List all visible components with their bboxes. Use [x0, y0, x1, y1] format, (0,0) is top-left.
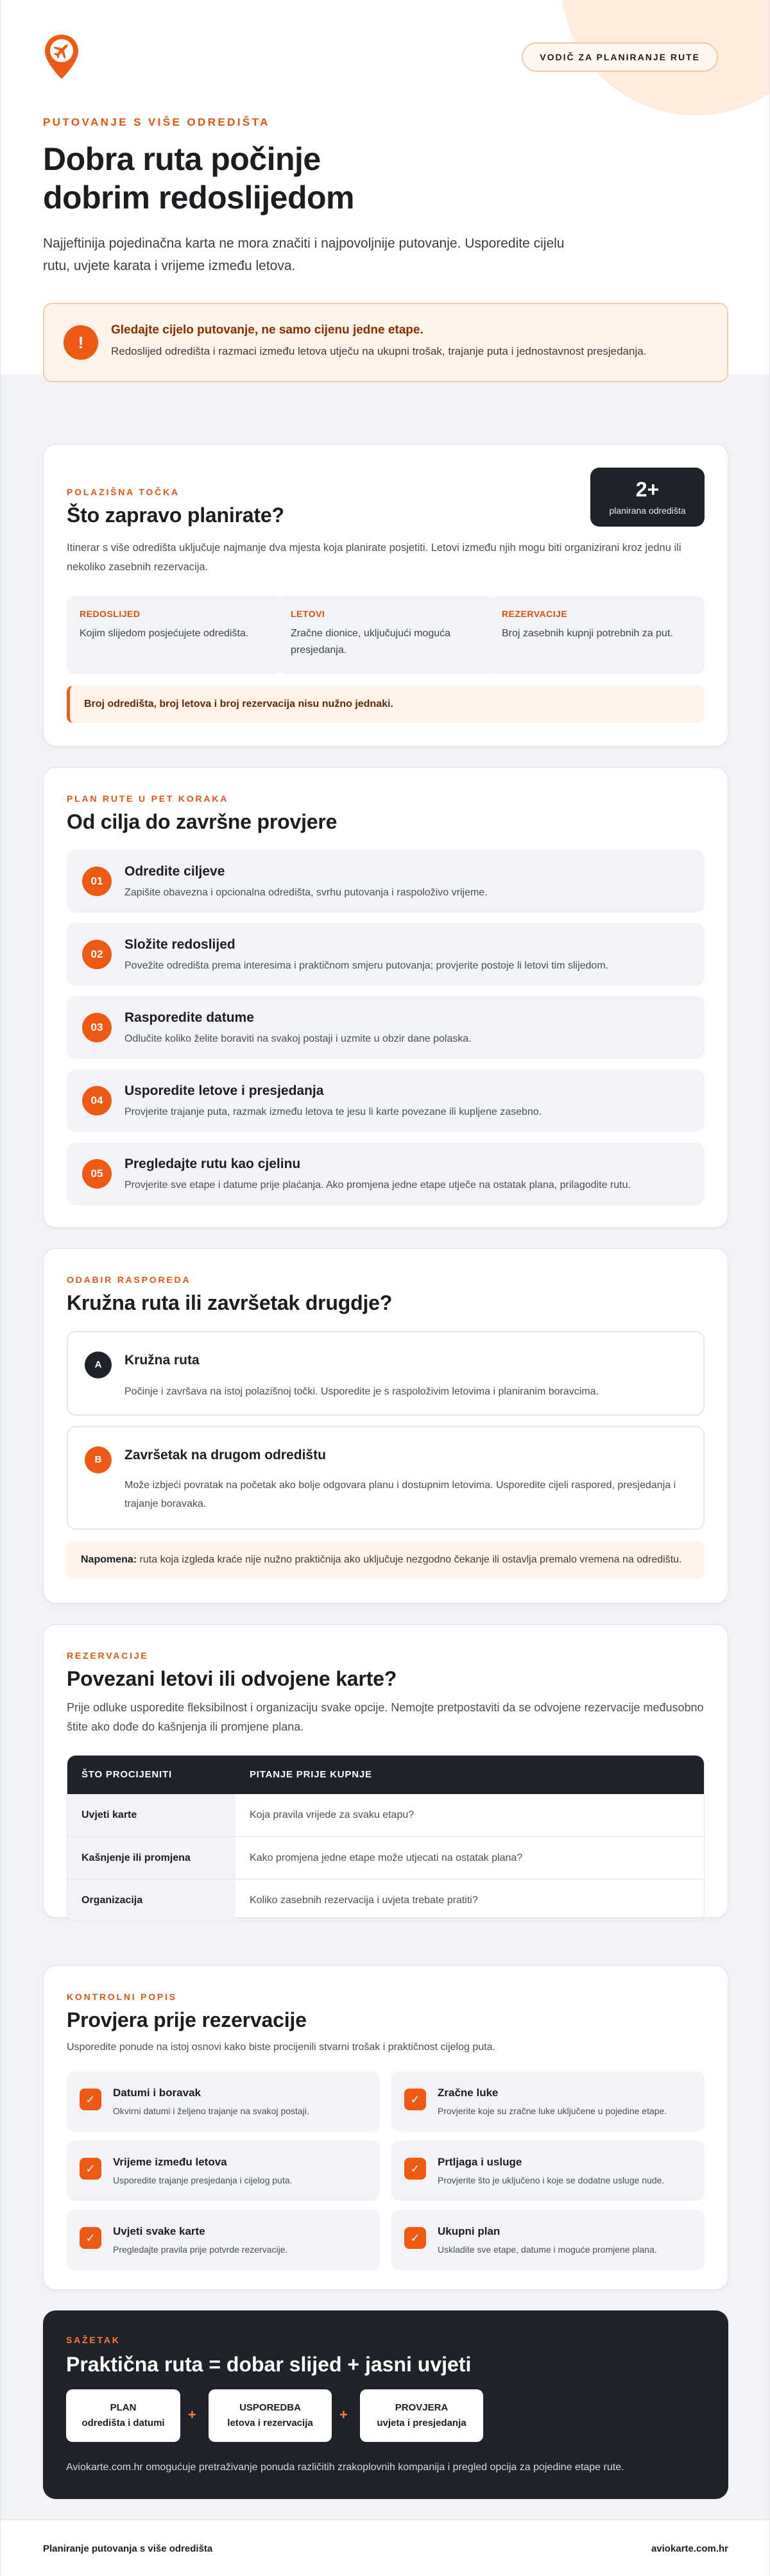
step-number: 01	[82, 867, 112, 896]
step-number: 05	[82, 1159, 112, 1189]
footer-site-link[interactable]: aviokarte.com.hr	[651, 2543, 728, 2554]
plan-step	[67, 996, 705, 1059]
section-eyebrow: REZERVACIJE	[67, 1650, 149, 1661]
hero-lead: Najjeftinija pojedinačna karta ne mora značiti i najpovoljnije putovanje. Usporedite cijelu rutu, uvjete karata i vrijeme između letova.	[43, 236, 565, 273]
info-box-text: Kojim slijedom posjećujete odredišta.	[80, 628, 249, 639]
section-eyebrow: ODABIR RASPOREDA	[67, 1275, 191, 1285]
step-number: 03	[82, 1013, 112, 1042]
checkmark-icon: ✓	[404, 2089, 426, 2110]
section-text: Prije odluke usporedite fleksibilnost i organizaciju svake opcije. Nemojte pretpostaviti da se odvojene rezervacije međusobno štite ako dođe do kašnjenja ili promjene plana.	[67, 1701, 704, 1733]
plan-step	[67, 1069, 705, 1132]
checkmark-icon: ✓	[80, 2089, 101, 2110]
plus-sign: +	[339, 2407, 348, 2423]
checkmark-icon: ✓	[80, 2158, 101, 2180]
checklist-item	[391, 2071, 705, 2131]
table-header-cell: ŠTO PROCIJENITI	[81, 1769, 172, 1780]
step-number: 02	[82, 940, 112, 969]
checkmark-icon: ✓	[404, 2227, 426, 2249]
checklist-item-text: Provjerite što je uključeno i koje se dodatne usluge nude.	[438, 2175, 665, 2185]
pill-line-2: letova i rezervacija	[227, 2418, 313, 2428]
section-eyebrow: POLAZIŠNA TOČKA	[67, 487, 180, 497]
step-number: 04	[82, 1086, 112, 1115]
table-cell-question: Kako promjena jedne etape može utjecati na ostatak plana?	[250, 1852, 523, 1863]
checklist-item-title: Vrijeme između letova	[113, 2156, 227, 2168]
table-row	[67, 1794, 704, 1836]
pill-line-2: odredišta i datumi	[81, 2418, 165, 2428]
title-line-1: Dobra ruta počinje	[43, 141, 321, 177]
table-cell-label: Uvjeti karte	[67, 1794, 235, 1836]
info-box-reservations	[489, 596, 705, 674]
section-title: Kružna ruta ili završetak drugdje?	[67, 1291, 393, 1314]
table-cell-label: Kašnjenje ili promjena	[67, 1837, 235, 1879]
table-cell-question: Koliko zasebnih rezervacija i uvjeta trebate pratiti?	[250, 1895, 478, 1906]
checkmark-icon: ✓	[404, 2158, 426, 2180]
pill-line-1: PROVJERA	[395, 2402, 449, 2413]
table-row	[67, 1879, 704, 1921]
note-label: Napomena:	[81, 1554, 137, 1565]
table-header-cell: PITANJE PRIJE KUPNJE	[250, 1769, 372, 1780]
checklist-item-text: Provjerite koje su zračne luke uključene u pojedine etape.	[438, 2106, 667, 2116]
schedule-note	[67, 1541, 705, 1579]
checklist-item-text: Uskladite sve etape, datume i moguće promjene plana.	[438, 2244, 657, 2255]
step-text: Zapišite obavezna i opcionalna odredišta, svrhu putovanja i raspoloživo vrijeme.	[124, 887, 488, 898]
footer	[1, 2520, 770, 2576]
section-title: Povezani letovi ili odvojene karte?	[67, 1667, 397, 1690]
info-box-text: Zračne dionice, uključujući moguća presjedanja.	[291, 628, 451, 656]
step-title: Usporedite letove i presjedanja	[124, 1083, 324, 1098]
logo-map-pin-airplane-icon	[43, 33, 80, 81]
summary-card	[43, 2310, 728, 2499]
step-title: Pregledajte rutu kao cjelinu	[124, 1157, 301, 1171]
section-text: Itinerar s više odredišta uključuje najmanje dva mjesta koja planirate posjetiti. Letovi između njih mogu biti organizirani kroz jednu ili nekoliko zasebnih rezervacija.	[67, 542, 681, 573]
checkmark-icon: ✓	[80, 2227, 101, 2249]
checklist-item-title: Zračne luke	[438, 2087, 499, 2099]
section-title: Od cilja do završne provjere	[67, 810, 338, 833]
info-box-text: Broj zasebnih kupnji potrebnih za put.	[502, 628, 673, 639]
title-line-2: dobrim redoslijedom	[43, 180, 355, 216]
summary-title: Praktična ruta = dobar slijed + jasni uvjeti	[66, 2353, 472, 2376]
stat-value: 2+	[635, 478, 660, 501]
checklist-card	[43, 1965, 728, 2290]
alert-title: Gledajte cijelo putovanje, ne samo cijenu jedne etape.	[111, 323, 424, 337]
plan-step	[67, 1142, 705, 1205]
step-text: Povežite odredišta prema interesima i praktičnom smjeru putovanja; provjerite postoje li letovi tim slijedom.	[124, 960, 609, 971]
checklist-item	[67, 2210, 380, 2270]
checklist-item-title: Datumi i boravak	[113, 2087, 201, 2099]
table-body	[67, 1794, 704, 1921]
plan-step	[67, 923, 705, 986]
table-header	[67, 1756, 704, 1794]
option-letter-badge: A	[85, 1352, 112, 1378]
pill-line-1: USPOREDBA	[239, 2402, 301, 2413]
info-box-label: LETOVI	[291, 609, 325, 619]
hero-eyebrow: PUTOVANJE S VIŠE ODREDIŠTA	[43, 116, 270, 128]
section-title: Što zapravo planirate?	[67, 504, 284, 527]
checklist-item-text: Pregledajte pravila prije potvrde rezervacije.	[113, 2244, 288, 2255]
option-text: Može izbjeći povratak na početak ako bolje odgovara planu i dostupnim letovima. Usporedite cijeli raspored, presjedanja i trajanje boravaka.	[124, 1480, 676, 1509]
stat-label: planirana odredišta	[609, 505, 686, 516]
guide-badge: VODIČ ZA PLANIRANJE RUTE	[522, 42, 718, 72]
plan-step	[67, 850, 705, 913]
option-open-jaw	[67, 1426, 705, 1530]
summary-pill-plan	[66, 2389, 180, 2442]
step-title: Složite redoslijed	[124, 937, 235, 952]
summary-eyebrow: SAŽETAK	[66, 2335, 121, 2345]
plus-sign: +	[188, 2407, 196, 2423]
pill-line-1: PLAN	[110, 2402, 137, 2413]
checklist-item-title: Uvjeti svake karte	[113, 2225, 205, 2237]
step-text: Provjerite sve etape i datume prije plaćanja. Ako promjena jedne etape utječe na ostatak plana, prilagodite rutu.	[124, 1180, 631, 1191]
info-box-flights	[278, 596, 493, 674]
section-eyebrow: PLAN RUTE U PET KORAKA	[67, 793, 229, 804]
checklist-item	[391, 2210, 705, 2270]
destinations-stat	[590, 468, 705, 527]
pill-line-2: uvjeta i presjedanja	[377, 2418, 466, 2428]
checklist-item-text: Usporedite trajanje presjedanja i cijelog puta.	[113, 2175, 293, 2185]
checklist-item-text: Okvirni datumi i željeno trajanje na svakoj postaji.	[113, 2106, 309, 2116]
section-eyebrow: KONTROLNI POPIS	[67, 1992, 177, 2002]
schedule-card	[43, 1248, 728, 1604]
checklist-item	[391, 2140, 705, 2201]
summary-pill-check	[360, 2389, 483, 2442]
table-cell-question: Koja pravila vrijede za svaku etapu?	[250, 1809, 415, 1820]
table-row	[67, 1836, 704, 1879]
page-title	[43, 140, 492, 217]
exclamation-icon: !	[64, 325, 98, 360]
info-box-order	[67, 596, 282, 674]
note-text: ruta koja izgleda kraće nije nužno praktičnija ako uključuje nezgodno čekanje ili ostavlja premalo vremena na odredištu.	[137, 1554, 682, 1565]
section-title: Provjera prije rezervacije	[67, 2008, 307, 2031]
option-title: Završetak na drugom odredištu	[124, 1448, 326, 1462]
option-title: Kružna ruta	[124, 1353, 200, 1368]
summary-pill-compare	[209, 2389, 332, 2442]
step-text: Odlučite koliko želite boraviti na svakoj postaji i uzmite u obzir dane polaska.	[124, 1033, 472, 1044]
comparison-table	[67, 1755, 705, 1922]
info-box-label: REDOSLIJED	[80, 609, 141, 619]
checklist-item	[67, 2071, 380, 2131]
summary-text: Aviokarte.com.hr omogućuje pretraživanje ponuda različitih zrakoplovnih kompanija i pregled opcija za pojedine etape rute.	[66, 2462, 624, 2473]
checklist-item-title: Ukupni plan	[438, 2225, 501, 2237]
warning-alert	[43, 303, 728, 382]
highlight-note: Broj odredišta, broj letova i broj rezervacija nisu nužno jednaki.	[67, 686, 705, 723]
info-box-label: REZERVACIJE	[502, 609, 568, 619]
option-text: Počinje i završava na istoj polazišnoj točki. Usporedite je s raspoloživim letovima i planiranim boravcima.	[124, 1386, 599, 1397]
alert-text: Redoslijed odredišta i razmaci između letova utječu na ukupni trošak, trajanje puta i jednostavnost presjedanja.	[111, 345, 647, 357]
start-point-card	[43, 444, 728, 747]
step-title: Odredite ciljeve	[124, 864, 225, 879]
reservations-card	[43, 1624, 728, 1918]
checklist-item	[67, 2140, 380, 2201]
step-text: Provjerite trajanje puta, razmak između letova te jesu li karte povezane ili kupljene zasebno.	[124, 1106, 542, 1117]
footer-title: Planiranje putovanja s više odredišta	[43, 2543, 213, 2554]
option-round-trip	[67, 1331, 705, 1416]
section-text: Usporedite ponude na istoj osnovi kako biste procijenili stvarni trošak i praktičnost cijelog puta.	[67, 2042, 495, 2053]
table-cell-label: Organizacija	[67, 1879, 235, 1921]
step-title: Rasporedite datume	[124, 1010, 254, 1025]
checklist-item-title: Prtljaga i usluge	[438, 2156, 522, 2168]
option-letter-badge: B	[85, 1446, 112, 1473]
route-plan-card	[43, 767, 728, 1228]
